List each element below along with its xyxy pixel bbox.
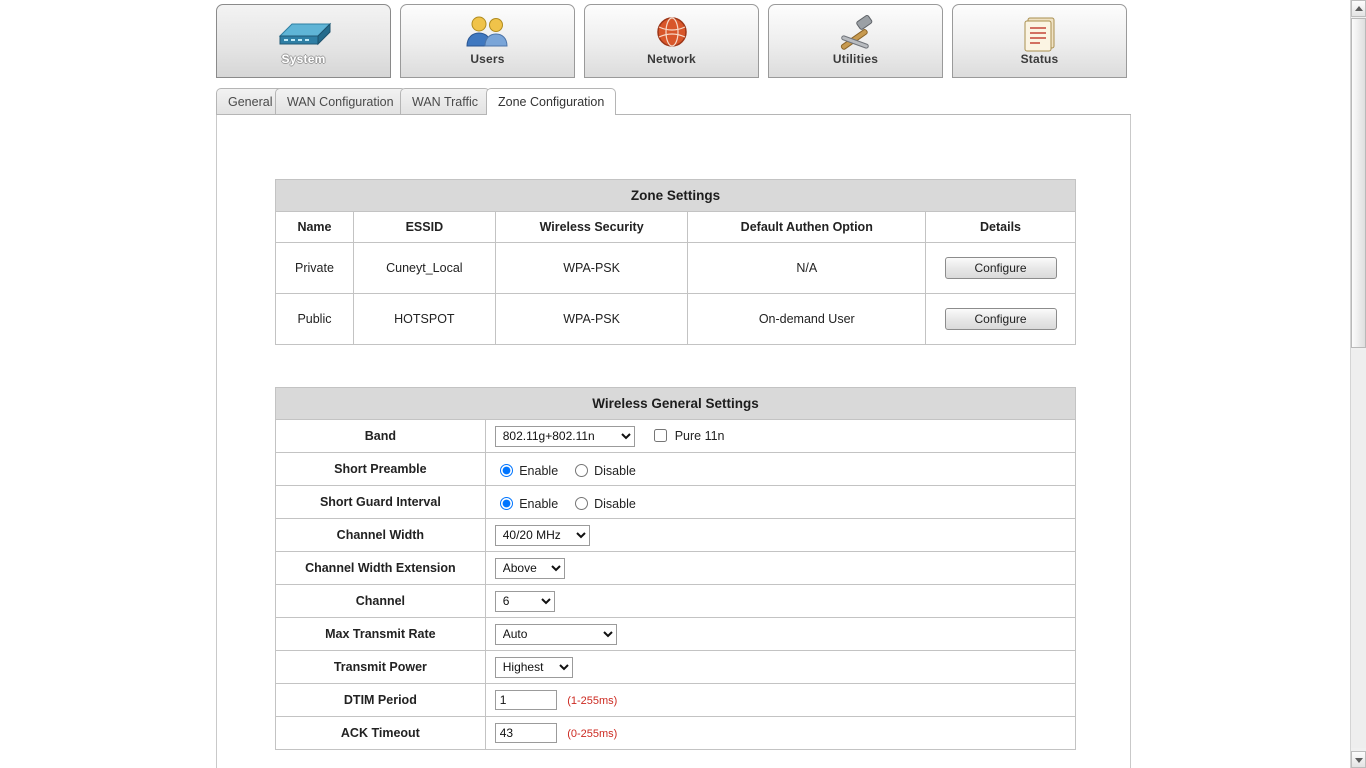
nav-tab-status[interactable] [952, 4, 1127, 78]
dtim-period-input[interactable] [495, 690, 557, 710]
max-transmit-rate-select[interactable] [495, 624, 617, 645]
subtab-wan-traffic-label: WAN Traffic [412, 95, 478, 109]
nav-tab-network[interactable] [584, 4, 759, 78]
nav-tab-system[interactable] [216, 4, 391, 78]
table-row [276, 294, 1076, 345]
channel-width-label: Channel Width [276, 519, 486, 552]
column-header-name: Name [276, 212, 354, 243]
scrollbar-track[interactable] [1351, 350, 1366, 748]
transmit-power-select[interactable] [495, 657, 573, 678]
zone-row-public-authen: On-demand User [688, 294, 926, 345]
zone-settings-header-row [276, 212, 1076, 243]
row-channel [276, 585, 1076, 618]
pure-11n-checkbox-wrap [650, 426, 724, 445]
nav-tab-status-label: Status [1020, 52, 1059, 66]
short-guard-interval-label: Short Guard Interval [276, 486, 486, 519]
subtab-zone-configuration-label: Zone Configuration [498, 95, 605, 109]
max-transmit-rate-field [485, 618, 1075, 651]
sgi-disable-wrap [570, 494, 636, 511]
zone-row-private-details [926, 243, 1076, 294]
configure-public-button[interactable]: Configure [945, 308, 1057, 330]
short-preamble-field [485, 453, 1075, 486]
sgi-disable-label: Disable [594, 496, 636, 511]
short-preamble-disable-wrap [570, 461, 636, 478]
zone-row-private-authen: N/A [688, 243, 926, 294]
column-header-authen: Default Authen Option [688, 212, 926, 243]
ack-timeout-field [485, 717, 1075, 750]
configure-private-button[interactable]: Configure [945, 257, 1057, 279]
nav-tab-utilities[interactable] [768, 4, 943, 78]
wireless-general-title: Wireless General Settings [276, 388, 1076, 420]
globe-network-icon [585, 8, 758, 52]
row-short-guard-interval [276, 486, 1076, 519]
band-label: Band [276, 420, 486, 453]
users-icon [401, 8, 574, 52]
row-channel-width [276, 519, 1076, 552]
nav-tab-users[interactable] [400, 4, 575, 78]
vertical-scrollbar[interactable] [1350, 0, 1366, 768]
short-preamble-disable-label: Disable [594, 463, 636, 478]
ack-timeout-label: ACK Timeout [276, 717, 486, 750]
channel-width-select[interactable] [495, 525, 590, 546]
row-short-preamble [276, 453, 1076, 486]
main-navigation [216, 4, 1134, 80]
pure-11n-label: Pure 11n [674, 429, 725, 443]
channel-select[interactable] [495, 591, 555, 612]
row-transmit-power [276, 651, 1076, 684]
scroll-up-arrow-icon[interactable] [1351, 0, 1366, 17]
sgi-enable-wrap [495, 494, 558, 511]
scrollbar-thumb[interactable] [1351, 18, 1366, 348]
transmit-power-label: Transmit Power [276, 651, 486, 684]
nav-tab-utilities-label: Utilities [832, 52, 879, 66]
zone-settings-title-row [276, 180, 1076, 212]
column-header-security: Wireless Security [495, 212, 688, 243]
transmit-power-field [485, 651, 1075, 684]
sgi-disable-radio[interactable] [575, 497, 588, 510]
zone-row-public-name: Public [276, 294, 354, 345]
dtim-period-label: DTIM Period [276, 684, 486, 717]
row-band [276, 420, 1076, 453]
ack-timeout-input[interactable] [495, 723, 557, 743]
sub-navigation [216, 88, 1134, 116]
band-field [485, 420, 1075, 453]
nav-tab-users-label: Users [470, 52, 505, 66]
hammer-tools-icon [769, 8, 942, 52]
nav-tab-network-label: Network [647, 52, 696, 66]
zone-settings-title: Zone Settings [276, 180, 1076, 212]
column-header-essid: ESSID [353, 212, 495, 243]
settings-panel [216, 115, 1131, 768]
channel-field [485, 585, 1075, 618]
left-gutter [0, 0, 216, 768]
zone-settings-table [275, 179, 1076, 345]
zone-row-public-details [926, 294, 1076, 345]
row-dtim-period [276, 684, 1076, 717]
dtim-period-field [485, 684, 1075, 717]
subtab-wan-configuration[interactable] [275, 88, 406, 115]
short-preamble-enable-wrap [495, 461, 558, 478]
zone-row-private-essid: Cuneyt_Local [353, 243, 495, 294]
band-select[interactable] [495, 426, 635, 447]
subtab-zone-configuration[interactable] [486, 88, 616, 115]
short-preamble-label: Short Preamble [276, 453, 486, 486]
subtab-general-label: General [228, 95, 273, 109]
wireless-title-row [276, 388, 1076, 420]
dtim-period-hint: (1-255ms) [567, 695, 618, 707]
row-ack-timeout [276, 717, 1076, 750]
wireless-general-settings-table [275, 387, 1076, 750]
clipboard-list-icon [953, 8, 1126, 52]
row-max-transmit-rate [276, 618, 1076, 651]
channel-label: Channel [276, 585, 486, 618]
short-preamble-disable-radio[interactable] [575, 464, 588, 477]
channel-width-extension-label: Channel Width Extension [276, 552, 486, 585]
sgi-enable-radio[interactable] [500, 497, 513, 510]
sgi-enable-label: Enable [519, 496, 559, 511]
router-device-icon [217, 8, 390, 52]
subtab-wan-traffic[interactable] [400, 88, 490, 115]
ack-timeout-hint: (0-255ms) [567, 728, 618, 740]
zone-row-private-name: Private [276, 243, 354, 294]
short-preamble-enable-radio[interactable] [500, 464, 513, 477]
right-gutter [1131, 0, 1366, 768]
scroll-down-arrow-icon[interactable] [1351, 751, 1366, 768]
short-preamble-enable-label: Enable [519, 463, 559, 478]
column-header-details: Details [926, 212, 1076, 243]
channel-width-extension-field [485, 552, 1075, 585]
zone-row-public-security: WPA-PSK [495, 294, 688, 345]
channel-width-field [485, 519, 1075, 552]
zone-row-public-essid: HOTSPOT [353, 294, 495, 345]
pure-11n-checkbox[interactable] [654, 429, 667, 442]
row-channel-width-extension [276, 552, 1076, 585]
table-row [276, 243, 1076, 294]
channel-width-extension-select[interactable] [495, 558, 565, 579]
zone-row-private-security: WPA-PSK [495, 243, 688, 294]
max-transmit-rate-label: Max Transmit Rate [276, 618, 486, 651]
short-guard-interval-field [485, 486, 1075, 519]
nav-tab-system-label: System [281, 52, 326, 66]
subtab-wan-configuration-label: WAN Configuration [287, 95, 394, 109]
